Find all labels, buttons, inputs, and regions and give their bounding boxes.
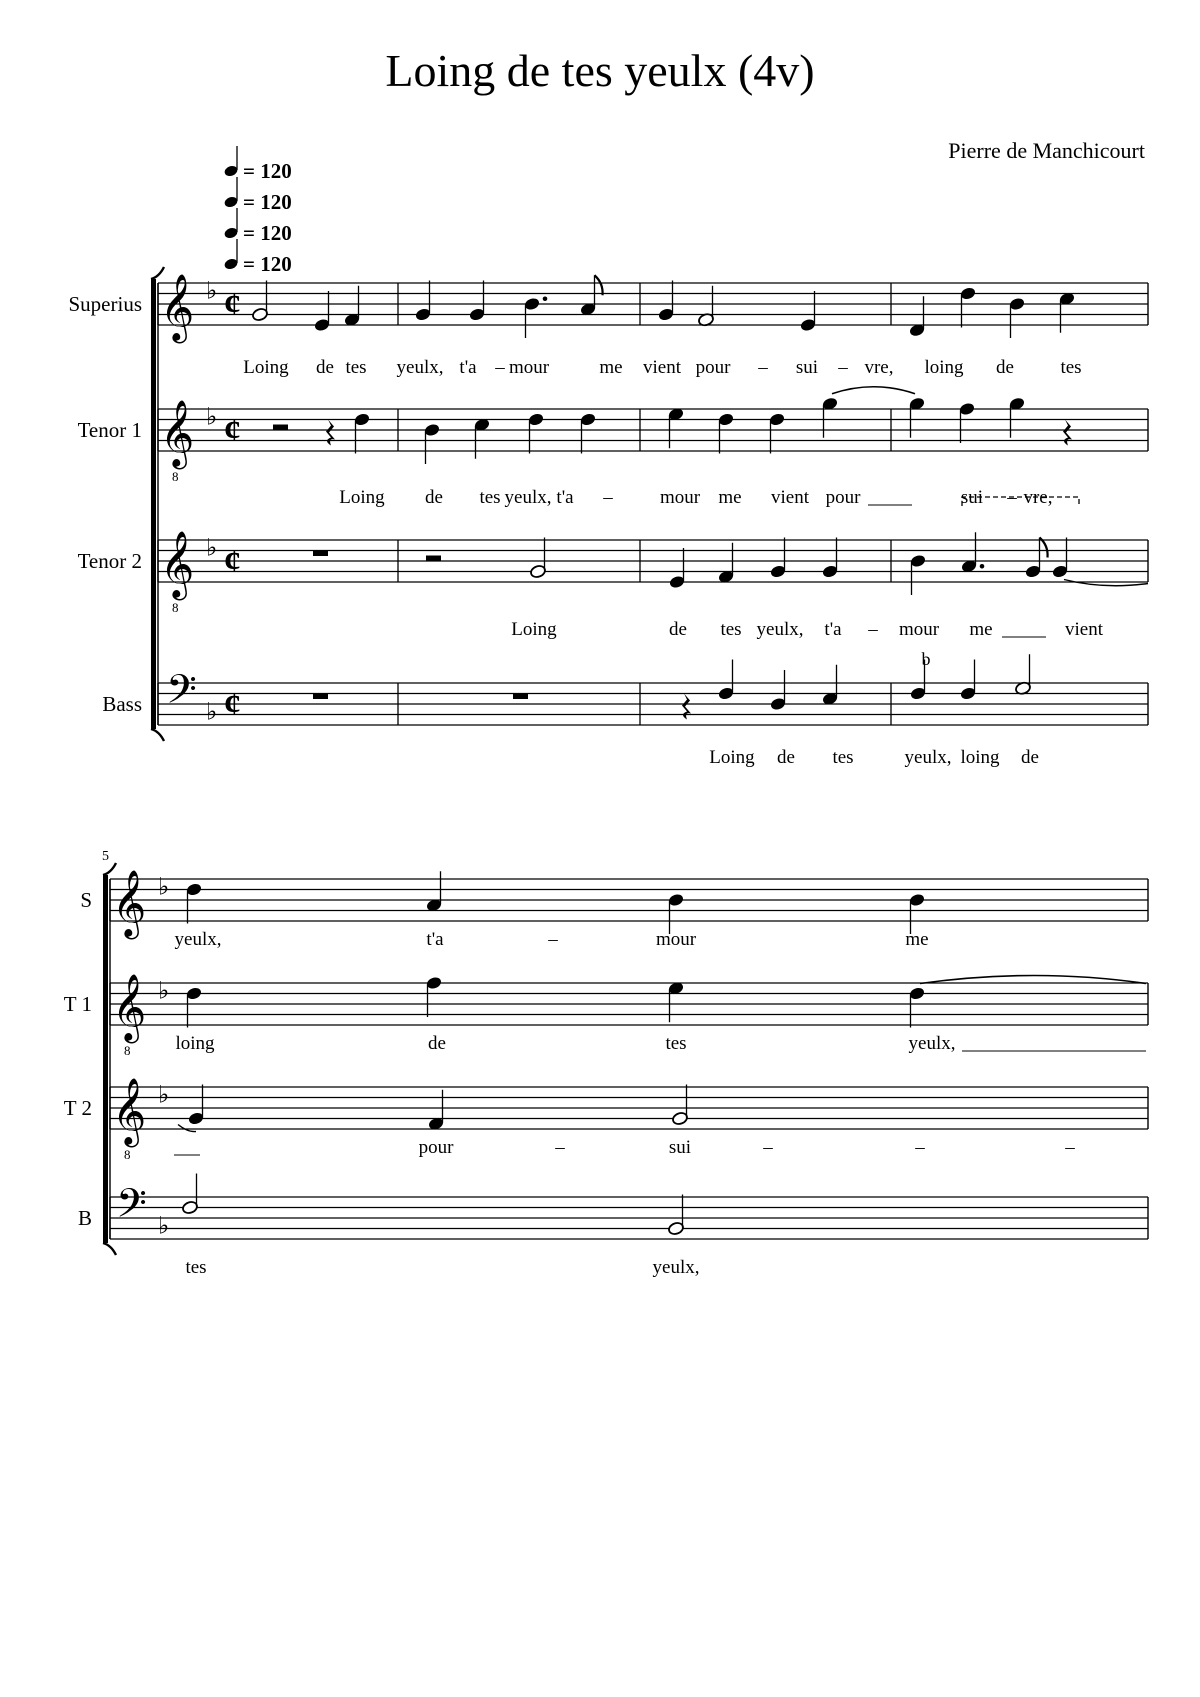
lyric-b: tes — [185, 1257, 207, 1278]
lyric-tenor1: yeulx, — [504, 487, 552, 508]
lyric-b: yeulx, — [652, 1257, 700, 1278]
cut-time-signature: ¢ — [224, 286, 241, 323]
flat-key-signature: ♭ — [158, 1082, 170, 1109]
lyric-bass: de — [1021, 747, 1039, 768]
treble-clef-icon: 𝄞 — [160, 274, 195, 340]
lyric-tenor2: yeulx, — [756, 619, 804, 640]
lyric-bass: de — [777, 747, 795, 768]
lyric-tenor1: de — [425, 487, 443, 508]
lyric-t2: – — [763, 1137, 773, 1158]
lyric-s: me — [905, 929, 929, 950]
lyric-superius: Loing — [243, 357, 289, 378]
quarter-rest — [326, 420, 335, 446]
measure-number: 5 — [102, 849, 109, 864]
lyric-bass: tes — [832, 747, 854, 768]
lyric-tenor1: vient — [771, 487, 809, 508]
bass-clef-icon: 𝄢 — [116, 1182, 147, 1236]
flat-key-signature: ♭ — [206, 404, 218, 431]
cut-time-signature: ¢ — [224, 543, 241, 580]
instrument-name-short: S — [80, 888, 92, 912]
lyric-superius: de — [316, 357, 334, 378]
lyric-superius: tes — [1060, 357, 1082, 378]
system-bracket — [151, 279, 156, 729]
augmentation-dot — [543, 296, 548, 301]
lyric-bass: Loing — [709, 747, 755, 768]
tie — [920, 976, 1146, 984]
tempo-mark: = 120 — [243, 221, 292, 245]
instrument-name: Tenor 1 — [77, 418, 142, 442]
octave-clef-mark: 8 — [172, 469, 179, 484]
flat-key-signature: ♭ — [158, 1213, 170, 1240]
lyric-tenor1: Loing — [339, 487, 385, 508]
lyric-superius: vre, — [864, 357, 894, 378]
lyric-tenor1: me — [718, 487, 742, 508]
lyric-tenor1: – — [1007, 487, 1017, 508]
lyric-t1: tes — [665, 1033, 687, 1054]
lyric-superius: sui — [795, 357, 819, 378]
lyric-tenor2: t'a — [824, 619, 842, 640]
staff-s — [110, 879, 1148, 921]
lyric-t2: – — [915, 1137, 925, 1158]
staff-t-1 — [110, 983, 1148, 1025]
bracket-hook — [151, 729, 164, 741]
half-rest — [426, 556, 441, 562]
quarter-rest — [682, 694, 691, 720]
half-rest — [273, 425, 288, 431]
lyric-s: – — [548, 929, 558, 950]
eighth-flag — [595, 275, 603, 295]
lyric-t1: loing — [175, 1033, 215, 1054]
octave-clef-mark: 8 — [124, 1043, 131, 1058]
flat-key-signature: ♭ — [158, 978, 170, 1005]
octave-clef-mark: 8 — [124, 1147, 131, 1162]
lyric-tenor1: mour — [659, 487, 701, 508]
lyric-superius: mour — [508, 357, 550, 378]
augmentation-dot — [980, 564, 985, 569]
lyric-tenor1: pour — [825, 487, 861, 508]
lyric-tenor1: tes — [479, 487, 501, 508]
lyric-tenor1: t'a — [556, 487, 574, 508]
system-bracket — [103, 875, 108, 1243]
tie — [1064, 580, 1148, 586]
flat-key-signature: ♭ — [206, 699, 218, 726]
lyric-s: yeulx, — [174, 929, 222, 950]
lyric-tenor2: – — [868, 619, 878, 640]
lyric-tenor1: – — [603, 487, 613, 508]
treble-clef-icon: 𝄞 — [160, 400, 195, 466]
quarter-rest — [1063, 420, 1072, 446]
instrument-name: Bass — [102, 692, 142, 716]
lyric-superius: yeulx, — [396, 357, 444, 378]
whole-rest — [313, 694, 328, 700]
staff-tenor-2 — [158, 540, 1148, 582]
lyric-s: t'a — [426, 929, 444, 950]
octave-clef-mark: 8 — [172, 600, 179, 615]
tie — [178, 1125, 196, 1132]
whole-rest — [313, 551, 328, 557]
lyric-t1: yeulx, — [908, 1033, 956, 1054]
tempo-mark: = 120 — [243, 190, 292, 214]
lyric-tenor1: sui — [960, 487, 984, 508]
instrument-name-short: T 2 — [63, 1096, 92, 1120]
lyric-superius: – — [838, 357, 848, 378]
lyric-t2: pour — [418, 1137, 454, 1158]
lyric-tenor1: vre, — [1023, 487, 1053, 508]
lyric-t2: – — [1065, 1137, 1075, 1158]
flat-key-signature: ♭ — [206, 535, 218, 562]
lyric-tenor2: mour — [898, 619, 940, 640]
treble-clef-icon: 𝄞 — [112, 870, 147, 936]
lyric-superius: loing — [924, 357, 964, 378]
lyric-tenor2: Loing — [511, 619, 557, 640]
lyric-t2: sui — [668, 1137, 692, 1158]
instrument-name: Tenor 2 — [77, 549, 142, 573]
lyric-s: mour — [655, 929, 697, 950]
staff-superius — [158, 283, 1148, 325]
tempo-mark: = 120 — [243, 252, 292, 276]
cut-time-signature: ¢ — [224, 686, 241, 723]
flat-key-signature: ♭ — [206, 278, 218, 305]
lyric-superius: tes — [345, 357, 367, 378]
staff-bass — [158, 683, 1148, 725]
treble-clef-icon: 𝄞 — [112, 974, 147, 1040]
lyric-superius: de — [996, 357, 1014, 378]
instrument-name-short: T 1 — [63, 992, 92, 1016]
composer-name: Pierre de Manchicourt — [948, 138, 1145, 163]
lyric-superius: t'a — [459, 357, 477, 378]
lyric-tenor2: tes — [720, 619, 742, 640]
bracket-hook — [103, 1243, 116, 1255]
lyric-bass: loing — [960, 747, 1000, 768]
staff-t-2 — [110, 1087, 1148, 1129]
whole-rest — [513, 694, 528, 700]
instrument-name: Superius — [68, 292, 142, 316]
lyric-bass: yeulx, — [904, 747, 952, 768]
tempo-mark: = 120 — [243, 159, 292, 183]
staff-b — [110, 1197, 1148, 1239]
lyric-tenor2: vient — [1065, 619, 1103, 640]
treble-clef-icon: 𝄞 — [112, 1078, 147, 1144]
lyric-t2: – — [555, 1137, 565, 1158]
staff-tenor-1 — [158, 409, 1148, 451]
lyric-tenor2: de — [669, 619, 687, 640]
lyric-t1: de — [428, 1033, 446, 1054]
treble-clef-icon: 𝄞 — [160, 531, 195, 597]
lyric-superius: pour — [695, 357, 731, 378]
lyric-superius: – — [758, 357, 768, 378]
cut-time-signature: ¢ — [224, 412, 241, 449]
bass-clef-icon: 𝄢 — [166, 668, 197, 722]
lyric-superius: – — [495, 357, 505, 378]
piece-title: Loing de tes yeulx (4v) — [385, 45, 815, 96]
instrument-name-short: B — [77, 1206, 92, 1230]
flat-key-signature: ♭ — [158, 874, 170, 901]
lyric-tenor2: me — [969, 619, 993, 640]
editorial-accidental: b — [921, 649, 931, 669]
lyric-superius: vient — [643, 357, 681, 378]
tie — [832, 387, 915, 394]
lyric-superius: me — [599, 357, 623, 378]
